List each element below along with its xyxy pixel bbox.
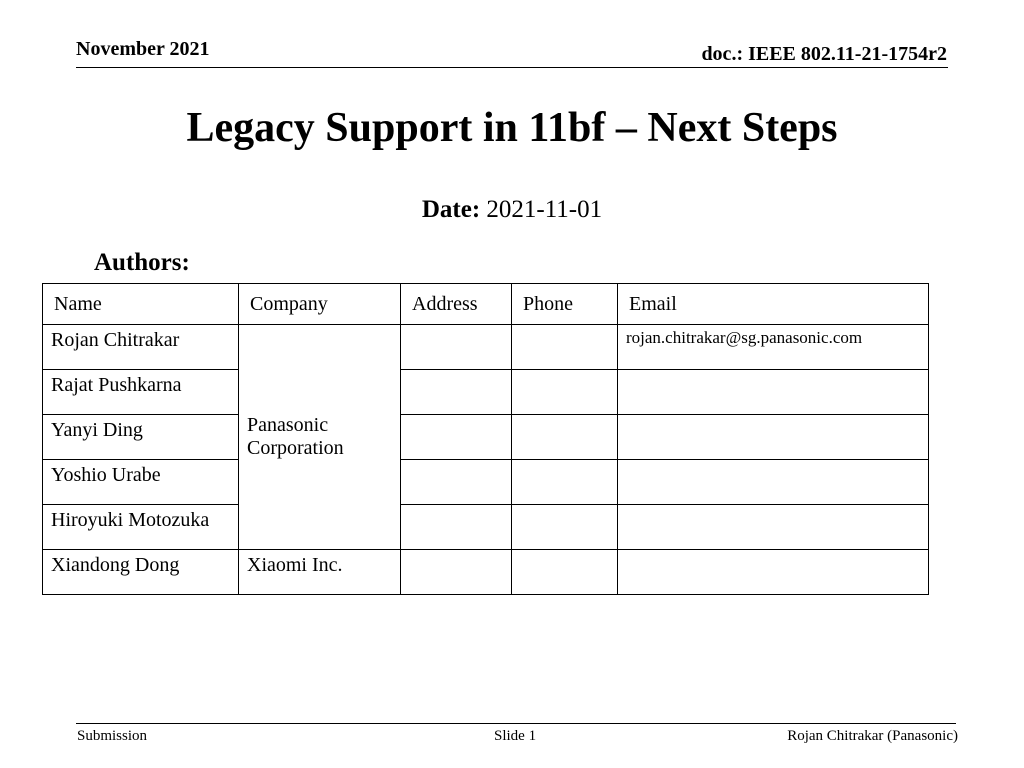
header-email: Email xyxy=(618,284,929,325)
header-company: Company xyxy=(239,284,401,325)
author-phone xyxy=(512,550,618,595)
authors-heading: Authors: xyxy=(94,249,190,276)
author-name: Hiroyuki Motozuka xyxy=(43,505,239,550)
slide-date xyxy=(0,196,1024,224)
author-phone xyxy=(512,505,618,550)
author-address xyxy=(401,325,512,370)
author-name: Yanyi Ding xyxy=(43,415,239,460)
slide-title: Legacy Support in 11bf – Next Steps xyxy=(186,105,838,151)
author-name: Yoshio Urabe xyxy=(43,460,239,505)
authors-table xyxy=(42,283,929,595)
author-name: Rajat Pushkarna xyxy=(43,370,239,415)
author-phone xyxy=(512,325,618,370)
footer-divider xyxy=(76,723,956,724)
date-label: Date: xyxy=(421,196,481,223)
author-company: Panasonic Corporation xyxy=(239,325,401,550)
author-email xyxy=(618,370,929,415)
table-row xyxy=(43,325,929,370)
table-row xyxy=(43,505,929,550)
header-address: Address xyxy=(401,284,512,325)
author-address xyxy=(401,370,512,415)
table-row xyxy=(43,550,929,595)
author-address xyxy=(401,460,512,505)
table-row xyxy=(43,460,929,505)
date-value: 2021-11-01 xyxy=(480,196,603,223)
header-date: November 2021 xyxy=(76,38,210,60)
footer-submission: Submission xyxy=(77,728,148,744)
author-email xyxy=(618,460,929,505)
author-phone xyxy=(512,415,618,460)
author-name: Xiandong Dong xyxy=(43,550,239,595)
table-row xyxy=(43,370,929,415)
header-name: Name xyxy=(43,284,239,325)
author-email xyxy=(618,550,929,595)
footer-author: Rojan Chitrakar (Panasonic) xyxy=(787,728,958,744)
header-phone: Phone xyxy=(512,284,618,325)
author-phone xyxy=(512,460,618,505)
author-address xyxy=(401,550,512,595)
footer-slide-number: Slide 1 xyxy=(494,728,537,744)
author-email xyxy=(618,415,929,460)
table-row xyxy=(43,415,929,460)
author-email: rojan.chitrakar@sg.panasonic.com xyxy=(618,325,929,370)
header-divider xyxy=(76,67,948,68)
author-company: Xiaomi Inc. xyxy=(239,550,401,595)
author-phone xyxy=(512,370,618,415)
author-email xyxy=(618,505,929,550)
author-address xyxy=(401,505,512,550)
author-name: Rojan Chitrakar xyxy=(43,325,239,370)
author-address xyxy=(401,415,512,460)
header-doc-id: doc.: IEEE 802.11-21-1754r2 xyxy=(701,43,947,65)
table-header-row xyxy=(43,284,929,325)
